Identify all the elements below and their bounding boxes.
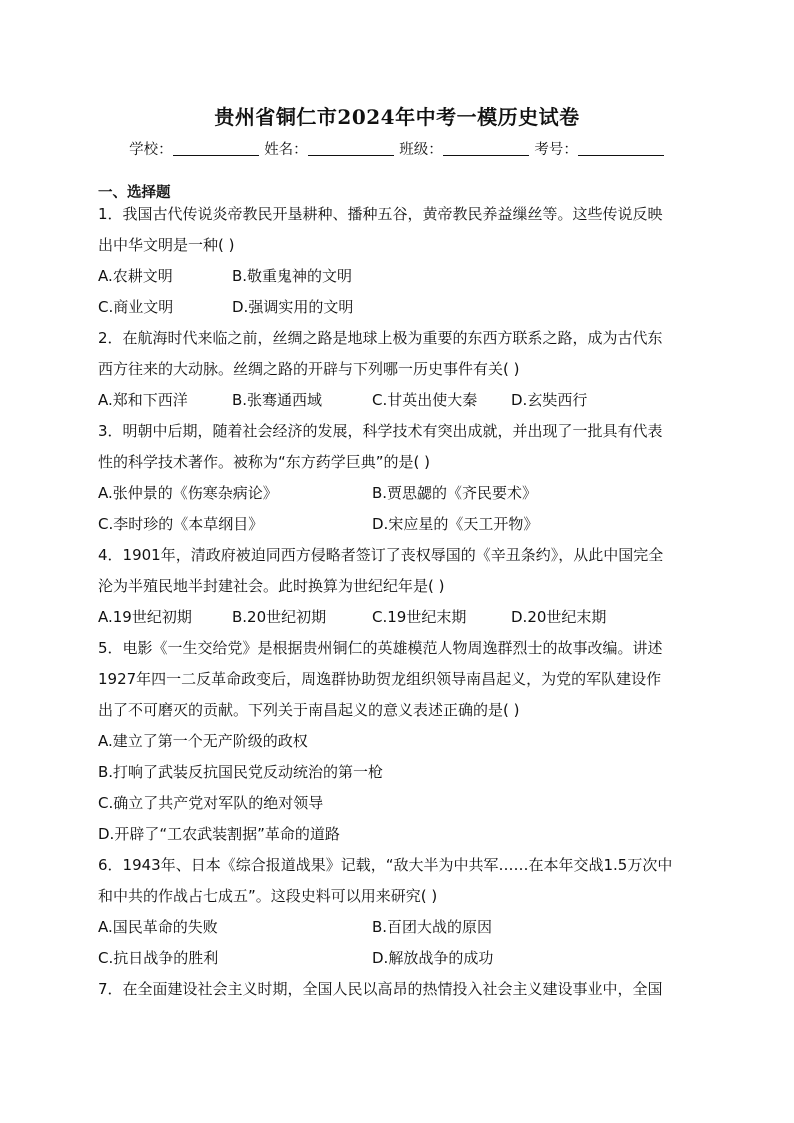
q6-option-d: D.解放战争的成功: [372, 949, 494, 967]
q5-line-1: 5．电影《一生交给党》是根据贵州铜仁的英雄模范人物周逸群烈士的故事改编。讲述: [98, 639, 663, 657]
q2-option-a: A.郑和下西洋: [98, 391, 188, 409]
q2-option-c: C.甘英出使大秦: [372, 391, 478, 409]
q4-line-1: 4．1901年，清政府被迫同西方侵略者签订了丧权辱国的《辛丑条约》，从此中国完全: [98, 546, 664, 564]
q5-line-2: 1927年四一二反革命政变后，周逸群协助贺龙组织领导南昌起义，为党的军队建设作: [98, 670, 662, 688]
section-heading: 一、选择题: [98, 185, 171, 201]
q6-option-a: A.国民革命的失败: [98, 918, 218, 936]
q6-option-c: C.抗日战争的胜利: [98, 949, 219, 967]
q1-option-a: A.农耕文明: [98, 267, 173, 285]
q4-option-d: D.20世纪末期: [511, 608, 607, 626]
q5-option-b: B.打响了武装反抗国民党反动统治的第一枪: [98, 763, 384, 781]
name-blank[interactable]: [308, 141, 394, 156]
q1-option-c: C.商业文明: [98, 298, 174, 316]
q2-line-1: 2．在航海时代来临之前，丝绸之路是地球上极为重要的东西方联系之路，成为古代东: [98, 329, 663, 347]
q1-option-d: D.强调实用的文明: [232, 298, 354, 316]
name-label: 姓名：: [264, 142, 308, 158]
q3-option-a: A.张仲景的《伤寒杂病论》: [98, 484, 278, 502]
student-info-row: [0, 138, 794, 159]
q5-option-d: D.开辟了“工农武装割据”革命的道路: [98, 825, 340, 843]
q3-option-b: B.贾思勰的《齐民要术》: [372, 484, 538, 502]
q3-option-c: C.李时珍的《本草纲目》: [98, 515, 264, 533]
exam-number-blank[interactable]: [578, 141, 664, 156]
q5-option-a: A.建立了第一个无产阶级的政权: [98, 732, 308, 750]
q1-line-1: 1．我国古代传说炎帝教民开垦耕种、播种五谷，黄帝教民养益缫丝等。这些传说反映: [98, 205, 663, 223]
q2-option-d: D.玄奘西行: [511, 391, 588, 409]
q1-line-2: 出中华文明是一种( ): [98, 236, 235, 254]
q3-option-d: D.宋应星的《天工开物》: [372, 515, 539, 533]
q4-option-c: C.19世纪末期: [372, 608, 467, 626]
school-label: 学校：: [129, 142, 173, 158]
q6-line-1: 6．1943年、日本《综合报道战果》记载，“敌大半为中共军……在本年交战1.5万次中: [98, 856, 673, 874]
q7-line-1: 7．在全面建设社会主义时期，全国人民以高昂的热情投入社会主义建设事业中，全国: [98, 980, 663, 998]
q4-option-a: A.19世纪初期: [98, 608, 192, 626]
class-blank[interactable]: [443, 141, 529, 156]
q3-line-1: 3．明朝中后期，随着社会经济的发展，科学技术有突出成就，并出现了一批具有代表: [98, 422, 663, 440]
q4-option-b: B.20世纪初期: [232, 608, 327, 626]
q2-option-b: B.张骞通西域: [232, 391, 323, 409]
exam-number-label: 考号：: [534, 142, 578, 158]
q6-line-2: 和中共的作战占七成五”。这段史料可以用来研究( ): [98, 887, 438, 905]
school-blank[interactable]: [173, 141, 259, 156]
q5-line-3: 出了不可磨灭的贡献。下列关于南昌起义的意义表述正确的是( ): [98, 701, 520, 719]
q5-option-c: C.确立了共产党对军队的绝对领导: [98, 794, 324, 812]
q6-option-b: B.百团大战的原因: [372, 918, 493, 936]
q4-line-2: 沦为半殖民地半封建社会。此时换算为世纪纪年是( ): [98, 577, 445, 595]
q3-line-2: 性的科学技术著作。被称为“东方药学巨典”的是( ): [98, 453, 431, 471]
q2-line-2: 西方往来的大动脉。丝绸之路的开辟与下列哪一历史事件有关( ): [98, 360, 520, 378]
exam-title: 贵州省铜仁市2024年中考一模历史试卷: [214, 105, 580, 129]
q1-option-b: B.敬重鬼神的文明: [232, 267, 353, 285]
class-label: 班级：: [399, 142, 443, 158]
